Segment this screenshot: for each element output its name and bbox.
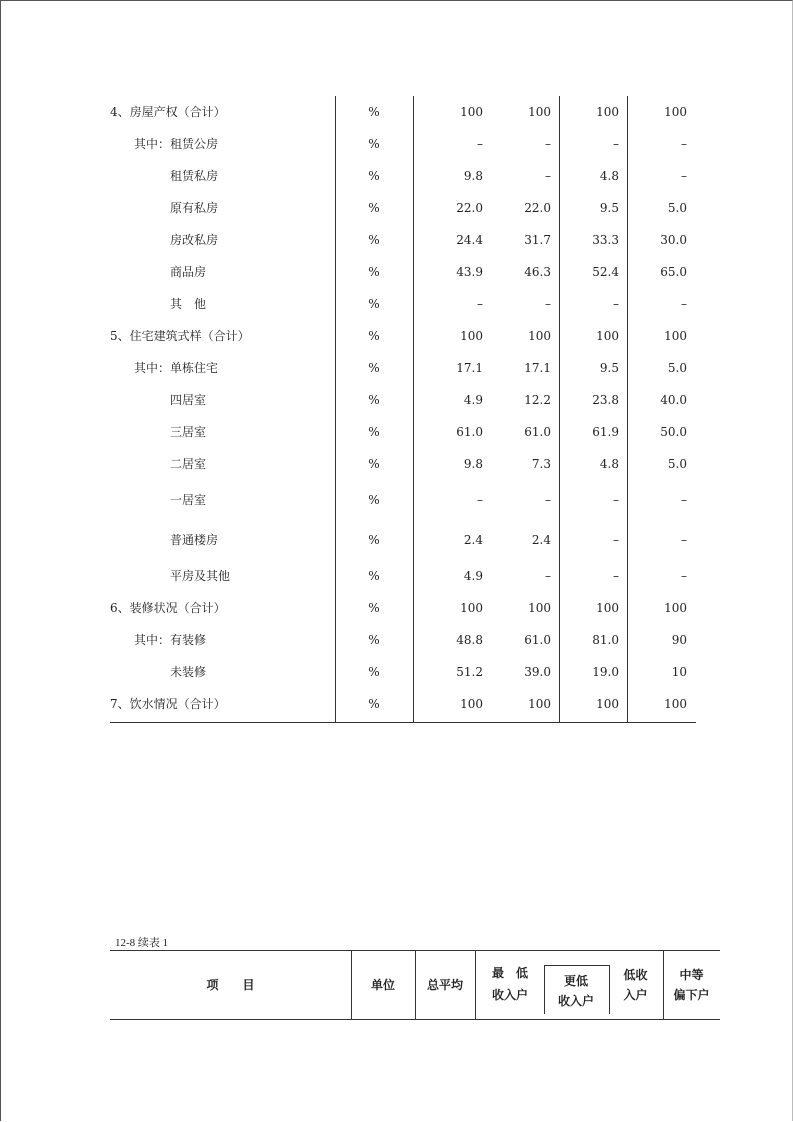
- header-very-low-line2: 收入户: [557, 994, 594, 1008]
- header-lowest-line2: 收入户: [491, 988, 528, 1002]
- row-label: 商品房: [170, 265, 207, 279]
- row-value: 100: [528, 697, 551, 711]
- row-label: 三居室: [170, 425, 207, 439]
- row-value: –: [681, 569, 687, 583]
- row-label: 其中：单栋住宅: [134, 361, 219, 375]
- row-value: 5.0: [667, 201, 687, 215]
- row-unit: %: [368, 425, 380, 439]
- row-value: –: [477, 493, 483, 507]
- header-lower-middle-line1: 中等: [679, 968, 704, 982]
- column-divider: [335, 96, 336, 723]
- row-label: 其中：有装修: [134, 633, 207, 647]
- row-unit: %: [368, 329, 380, 343]
- row-value: 19.0: [592, 665, 619, 679]
- table-row: [110, 96, 696, 128]
- row-value: 51.2: [456, 665, 483, 679]
- row-label: 平房及其他: [170, 569, 231, 583]
- table-row: [110, 384, 696, 416]
- row-value: –: [545, 137, 551, 151]
- table-row: [110, 656, 696, 688]
- table-row: [110, 288, 696, 320]
- table-row: [110, 320, 696, 352]
- row-value: 17.1: [456, 361, 483, 375]
- row-unit: %: [368, 233, 380, 247]
- row-value: 22.0: [456, 201, 483, 215]
- row-value: 2.4: [531, 533, 551, 547]
- row-label: 租赁私房: [170, 169, 219, 183]
- row-label: 普通楼房: [170, 533, 219, 547]
- row-unit: %: [368, 493, 380, 507]
- row-label: 4、房屋产权（合计）: [110, 105, 226, 119]
- row-value: –: [545, 493, 551, 507]
- row-value: 61.0: [524, 633, 551, 647]
- row-value: 52.4: [592, 265, 619, 279]
- row-unit: %: [368, 137, 380, 151]
- table-row: [110, 480, 696, 520]
- row-value: 100: [596, 601, 619, 615]
- row-unit: %: [368, 569, 380, 583]
- table-row: [110, 160, 696, 192]
- row-label: 6、装修状况（合计）: [110, 601, 226, 615]
- table-bottom-rule: [110, 722, 696, 723]
- row-value: 48.8: [456, 633, 483, 647]
- table-row: [110, 128, 696, 160]
- row-label: 四居室: [170, 393, 207, 407]
- row-value: –: [545, 297, 551, 311]
- header-item: 项 目: [206, 978, 255, 992]
- row-value: 61.9: [592, 425, 619, 439]
- row-unit: %: [368, 457, 380, 471]
- row-value: 7.3: [531, 457, 551, 471]
- row-unit: %: [368, 393, 380, 407]
- row-label: 7、饮水情况（合计）: [110, 697, 226, 711]
- table-row: [110, 624, 696, 656]
- table-body: [110, 96, 696, 720]
- row-value: –: [681, 137, 687, 151]
- table-row: [110, 256, 696, 288]
- row-value: 17.1: [524, 361, 551, 375]
- row-value: 9.5: [599, 361, 619, 375]
- header-lower-middle-line2: 偏下户: [673, 988, 710, 1002]
- row-label: 5、住宅建筑式样（合计）: [110, 329, 250, 343]
- row-value: –: [613, 493, 619, 507]
- row-unit: %: [368, 665, 380, 679]
- row-value: –: [681, 493, 687, 507]
- row-value: 4.9: [463, 569, 483, 583]
- header-low-line1: 低收: [623, 968, 648, 982]
- header-average: 总平均: [426, 978, 463, 992]
- row-value: 4.8: [599, 169, 619, 183]
- row-value: –: [613, 569, 619, 583]
- table-row: [110, 192, 696, 224]
- row-value: –: [681, 297, 687, 311]
- next-table-header: [110, 950, 720, 1020]
- row-value: 39.0: [524, 665, 551, 679]
- row-value: –: [613, 137, 619, 151]
- row-value: 100: [664, 329, 687, 343]
- table-row: [110, 448, 696, 480]
- row-value: 4.9: [463, 393, 483, 407]
- row-value: 46.3: [524, 265, 551, 279]
- row-value: 65.0: [660, 265, 687, 279]
- row-value: 100: [528, 601, 551, 615]
- row-value: 61.0: [456, 425, 483, 439]
- row-label: 房改私房: [170, 233, 219, 247]
- row-value: –: [477, 137, 483, 151]
- row-value: 50.0: [660, 425, 687, 439]
- row-value: 100: [528, 105, 551, 119]
- row-value: 90: [671, 633, 687, 647]
- row-value: 100: [664, 105, 687, 119]
- row-value: –: [681, 169, 687, 183]
- row-value: 61.0: [524, 425, 551, 439]
- row-value: 30.0: [660, 233, 687, 247]
- row-unit: %: [368, 169, 380, 183]
- row-value: 100: [460, 329, 483, 343]
- table-row: [110, 224, 696, 256]
- row-value: 9.5: [599, 201, 619, 215]
- row-unit: %: [368, 633, 380, 647]
- row-value: 100: [664, 601, 687, 615]
- row-label: 其中：租赁公房: [134, 137, 219, 151]
- row-unit: %: [368, 265, 380, 279]
- table-caption: 12-8 续表 1: [115, 937, 169, 949]
- row-value: –: [681, 533, 687, 547]
- row-value: 81.0: [592, 633, 619, 647]
- row-value: 100: [664, 697, 687, 711]
- row-value: –: [545, 569, 551, 583]
- row-value: –: [477, 297, 483, 311]
- row-value: 100: [460, 105, 483, 119]
- row-value: 9.8: [463, 457, 483, 471]
- housing-table: [110, 96, 696, 720]
- row-value: 5.0: [667, 361, 687, 375]
- row-value: 100: [596, 697, 619, 711]
- row-value: 22.0: [524, 201, 551, 215]
- table-row: [110, 592, 696, 624]
- row-value: 9.8: [463, 169, 483, 183]
- row-label: 原有私房: [170, 201, 219, 215]
- row-value: 23.8: [592, 393, 619, 407]
- column-divider: [559, 96, 560, 723]
- header-lowest-line1: 最 低: [491, 966, 528, 980]
- row-label: 其 他: [170, 297, 207, 311]
- table-row: [110, 688, 696, 720]
- header-unit: 单位: [370, 978, 395, 992]
- row-value: –: [613, 297, 619, 311]
- row-unit: %: [368, 297, 380, 311]
- row-unit: %: [368, 697, 380, 711]
- table-row: [110, 560, 696, 592]
- row-value: 100: [596, 105, 619, 119]
- row-value: 100: [460, 601, 483, 615]
- table-row: [110, 520, 696, 560]
- row-value: 2.4: [463, 533, 483, 547]
- row-unit: %: [368, 533, 380, 547]
- row-label: 二居室: [170, 457, 207, 471]
- row-unit: %: [368, 361, 380, 375]
- row-value: 12.2: [524, 393, 551, 407]
- column-divider: [627, 96, 628, 723]
- row-value: 4.8: [599, 457, 619, 471]
- row-value: 43.9: [456, 265, 483, 279]
- row-value: 33.3: [592, 233, 619, 247]
- row-value: 100: [460, 697, 483, 711]
- row-value: –: [545, 169, 551, 183]
- header-very-low-line1: 更低: [563, 974, 588, 988]
- header-low-line2: 入户: [623, 988, 648, 1002]
- row-value: 5.0: [667, 457, 687, 471]
- row-value: 24.4: [456, 233, 483, 247]
- row-value: 31.7: [524, 233, 551, 247]
- row-label: 一居室: [170, 493, 207, 507]
- row-value: 40.0: [660, 393, 687, 407]
- column-divider: [413, 96, 414, 723]
- row-unit: %: [368, 601, 380, 615]
- row-value: 100: [528, 329, 551, 343]
- row-unit: %: [368, 105, 380, 119]
- row-value: 10: [671, 665, 687, 679]
- row-label: 未装修: [170, 665, 207, 679]
- table-row: [110, 416, 696, 448]
- row-unit: %: [368, 201, 380, 215]
- table-row: [110, 352, 696, 384]
- row-value: 100: [596, 329, 619, 343]
- row-value: –: [613, 533, 619, 547]
